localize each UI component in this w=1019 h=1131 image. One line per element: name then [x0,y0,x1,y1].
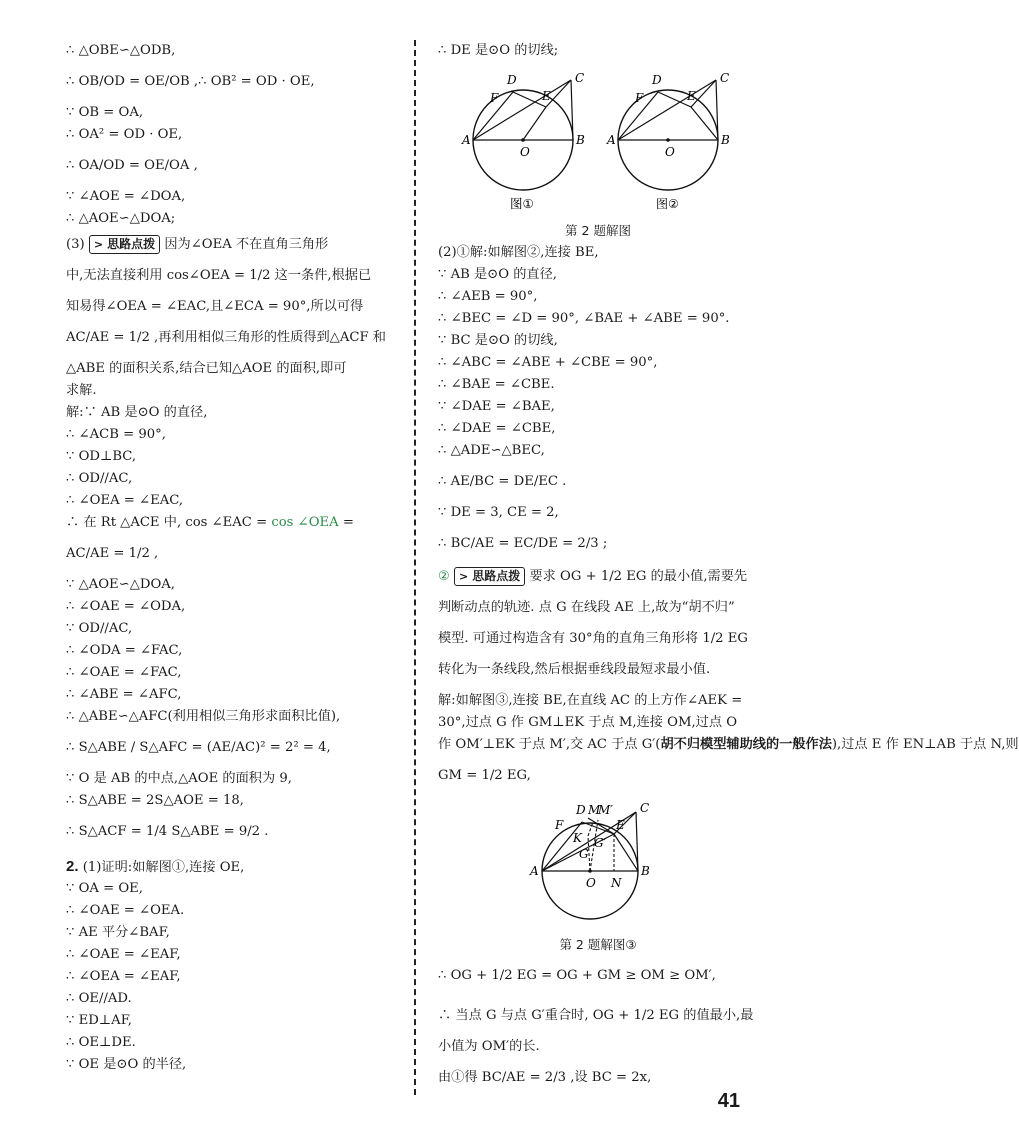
center-dot [521,138,525,142]
proof-start: (1)证明:如解图①,连接 OE, [82,860,245,875]
label-b: B [641,864,650,878]
hint-text: 要求 OG + 1/2 EG 的最小值,需要先 [529,569,748,584]
text-line: ∴ OA² = OD · OE, [66,127,183,142]
solution-start: 解:∵ AB 是⊙O 的直径, [66,405,208,420]
text-line: ∴ ∠OAE = ∠OEA. [66,903,185,918]
text-line: ∵ OD//AC, [66,621,133,636]
solution-line: 解:如解图③,连接 BE,在直线 AC 的上方作∠AEK = [438,693,743,708]
figure-1 [461,71,585,211]
right-column [438,40,1019,1098]
label-f: F [555,818,564,832]
text-line: 判断动点的轨迹. 点 G 在线段 AE 上,故为“胡不归” [438,600,735,615]
text-line: ∴ BC/AE = EC/DE = 2/3 ; [438,536,608,551]
text-line: ∴ OG + 1/2 EG = OG + GM ≥ OM ≥ OM′, [438,968,716,983]
chevron-right-icon: > [93,238,104,251]
equals-sign: = [342,515,354,530]
text-line: 中,无法直接利用 cos∠OEA = 1/2 这一条件,根据已 [66,268,372,283]
label-e: E [542,89,551,103]
text-line: 小值为 OM′的长. [438,1039,540,1054]
text-line: ∴ ∠OEA = ∠EAC, [66,493,184,508]
text-line: △ABE 的面积关系,结合已知△AOE 的面积,即可 [66,361,347,376]
text-line: AC/AE = 1/2 , [66,546,159,561]
text-line: 求解. [66,383,97,398]
label-f: F [635,91,644,105]
text-line [438,734,1019,756]
text-line: AC/AE = 1/2 ,再利用相似三角形的性质得到△ACF 和 [66,330,386,345]
column-divider [414,40,418,1095]
label-a: A [462,133,471,147]
page-number: 41 [717,1090,740,1112]
question-number: 2. [66,858,79,875]
text-line: ∵ O 是 AB 的中点,△AOE 的面积为 9, [66,771,292,786]
text-line: ∴ OE⊥DE. [66,1035,136,1050]
hint-tag [89,235,160,254]
hint-tag [454,567,525,586]
text-line: ∴ ∠ABE = ∠AFC, [66,687,182,702]
text-line: ∴ ∠ODA = ∠FAC, [66,643,183,658]
bold-note: 胡不归模型辅助线的一般作法 [660,737,832,752]
left-column [66,40,401,1076]
text-line: ∴ ∠ABC = ∠ABE + ∠CBE = 90°, [438,355,658,370]
label-a: A [530,864,539,878]
label-a: A [607,133,616,147]
text-line: ∴ S△ACF = 1/4 S△ABE = 9/2 . [66,824,269,839]
text-line: GM = 1/2 EG, [438,768,531,783]
figure-2 [606,71,730,211]
label-e: E [687,89,696,103]
text-line: ∴ △ABE∽△AFC(利用相似三角形求面积比值), [66,709,341,724]
text-segment: 作 OM′⊥EK 于点 M′,交 AC 于点 G′( [438,737,661,752]
label-g: G [579,847,589,861]
text-line: ∴ ∠OAE = ∠EAF, [66,947,181,962]
text-line: ∴ OE//AD. [66,991,132,1006]
text-line: ∴ S△ABE = 2S△AOE = 18, [66,793,244,808]
text-line: (2)①解:如解图②,连接 BE, [438,245,599,260]
text-line: ∵ AB 是⊙O 的直径, [438,267,557,282]
text-line: ∴ ∠BAE = ∠CBE. [438,377,555,392]
label-b: B [576,133,585,147]
label-e: E [616,818,625,832]
line-ac [473,80,571,140]
text-line: 30°,过点 G 作 GM⊥EK 于点 M,连接 OM,过点 O [438,715,738,730]
text-line: ∵ ∠DAE = ∠BAE, [438,399,555,414]
line-ac [618,80,716,140]
hint-line [66,234,401,256]
text-line: ∴ ∠OEA = ∠EAF, [66,969,181,984]
label-k: K [573,831,582,845]
label-b: B [721,133,730,147]
line-be [691,107,718,140]
label-d: D [507,73,517,87]
label-g-prime: G′ [594,836,607,850]
label-o: O [586,876,596,890]
text-line: 转化为一条线段,然后根据垂线段最短求最小值. [438,662,711,677]
center-dot [588,869,592,873]
text-line [66,512,401,534]
center-dot [666,138,670,142]
text-line: ∵ BC 是⊙O 的切线, [438,333,558,348]
label-c: C [640,801,650,815]
part-label: (3) [66,237,85,252]
text-line: ∴ ∠BEC = ∠D = 90°, ∠BAE + ∠ABE = 90°. [438,311,730,326]
label-m-prime: M′ [598,803,614,817]
label-n: N [611,876,622,890]
text-line: ∵ OB = OA, [66,105,144,120]
text-line: ∴ OB/OD = OE/OB ,∴ OB² = OD · OE, [66,74,315,89]
text-line: ∴ 当点 G 与点 G′重合时, OG + 1/2 EG 的值最小,最 [438,1008,754,1023]
text-line: ∴ △OBE∽△ODB, [66,43,176,58]
text-line: ∵ ED⊥AF, [66,1013,132,1028]
label-m: M [588,803,601,817]
caption-fig2: 图② [656,197,679,211]
hint-tag-label: 思路点拨 [107,237,156,251]
text-line: ∵ OE 是⊙O 的半径, [66,1057,187,1072]
highlight-text: cos ∠OEA [271,515,339,530]
text-line: 知易得∠OEA = ∠EAC,且∠ECA = 90°,所以可得 [66,299,364,314]
text-line: ∵ △AOE∽△DOA, [66,577,175,592]
label-d: D [652,73,662,87]
label-c: C [720,71,730,85]
figure-caption: 第 2 题解图③ [559,937,637,952]
hint-tag-label: 思路点拨 [472,569,521,583]
text-line: ∴ S△ABE / S△AFC = (AE/AC)² = 2² = 4, [66,740,331,755]
text-line: ∴ △ADE∽△BEC, [438,443,545,458]
text-line: ∵ DE = 3, CE = 2, [438,505,559,520]
text-line: ∴ ∠OAE = ∠FAC, [66,665,182,680]
text-line: ∵ AE 平分∠BAF, [66,925,170,940]
text-line: ∴ ∠AEB = 90°, [438,289,538,304]
figure-3 [438,796,758,926]
part-label: ② [438,569,450,584]
hint-text: 因为∠OEA 不在直角三角形 [164,237,329,252]
label-d: D [576,803,586,817]
text-line: ∴ AE/BC = DE/EC . [438,474,567,489]
text-line: ∴ OD//AC, [66,471,133,486]
text-line: ∴ ∠DAE = ∠CBE, [438,421,556,436]
text-segment: ),过点 E 作 EN⊥AB 于点 N,则 [831,737,1019,752]
text-line: ∴ ∠OAE = ∠ODA, [66,599,186,614]
question-line [66,856,401,878]
line-oe [523,107,546,140]
figures-1-2 [438,62,758,212]
label-o: O [520,145,530,159]
cos-text: ∴ 在 Rt △ACE 中, cos ∠EAC = [66,515,268,530]
text-line: ∵ OA = OE, [66,881,143,896]
hint-line [438,566,758,588]
text-line: 由①得 BC/AE = 2/3 ,设 BC = 2x, [438,1070,652,1085]
caption-fig1: 图① [510,196,534,211]
label-f: F [490,91,499,105]
label-c: C [575,71,585,85]
text-line: ∵ ∠AOE = ∠DOA, [66,189,186,204]
text-line: ∴ △AOE∽△DOA; [66,211,176,226]
text-line: ∵ OD⊥BC, [66,449,137,464]
chevron-right-icon: > [459,570,469,583]
figure-caption: 第 2 题解图 [565,223,631,238]
text-line: ∴ DE 是⊙O 的切线; [438,43,559,58]
text-line: ∴ ∠ACB = 90°, [66,427,166,442]
text-line: 模型. 可通过构造含有 30°角的直角三角形将 1/2 EG [438,631,748,646]
text-line: ∴ OA/OD = OE/OA , [66,158,198,173]
label-o: O [665,145,675,159]
